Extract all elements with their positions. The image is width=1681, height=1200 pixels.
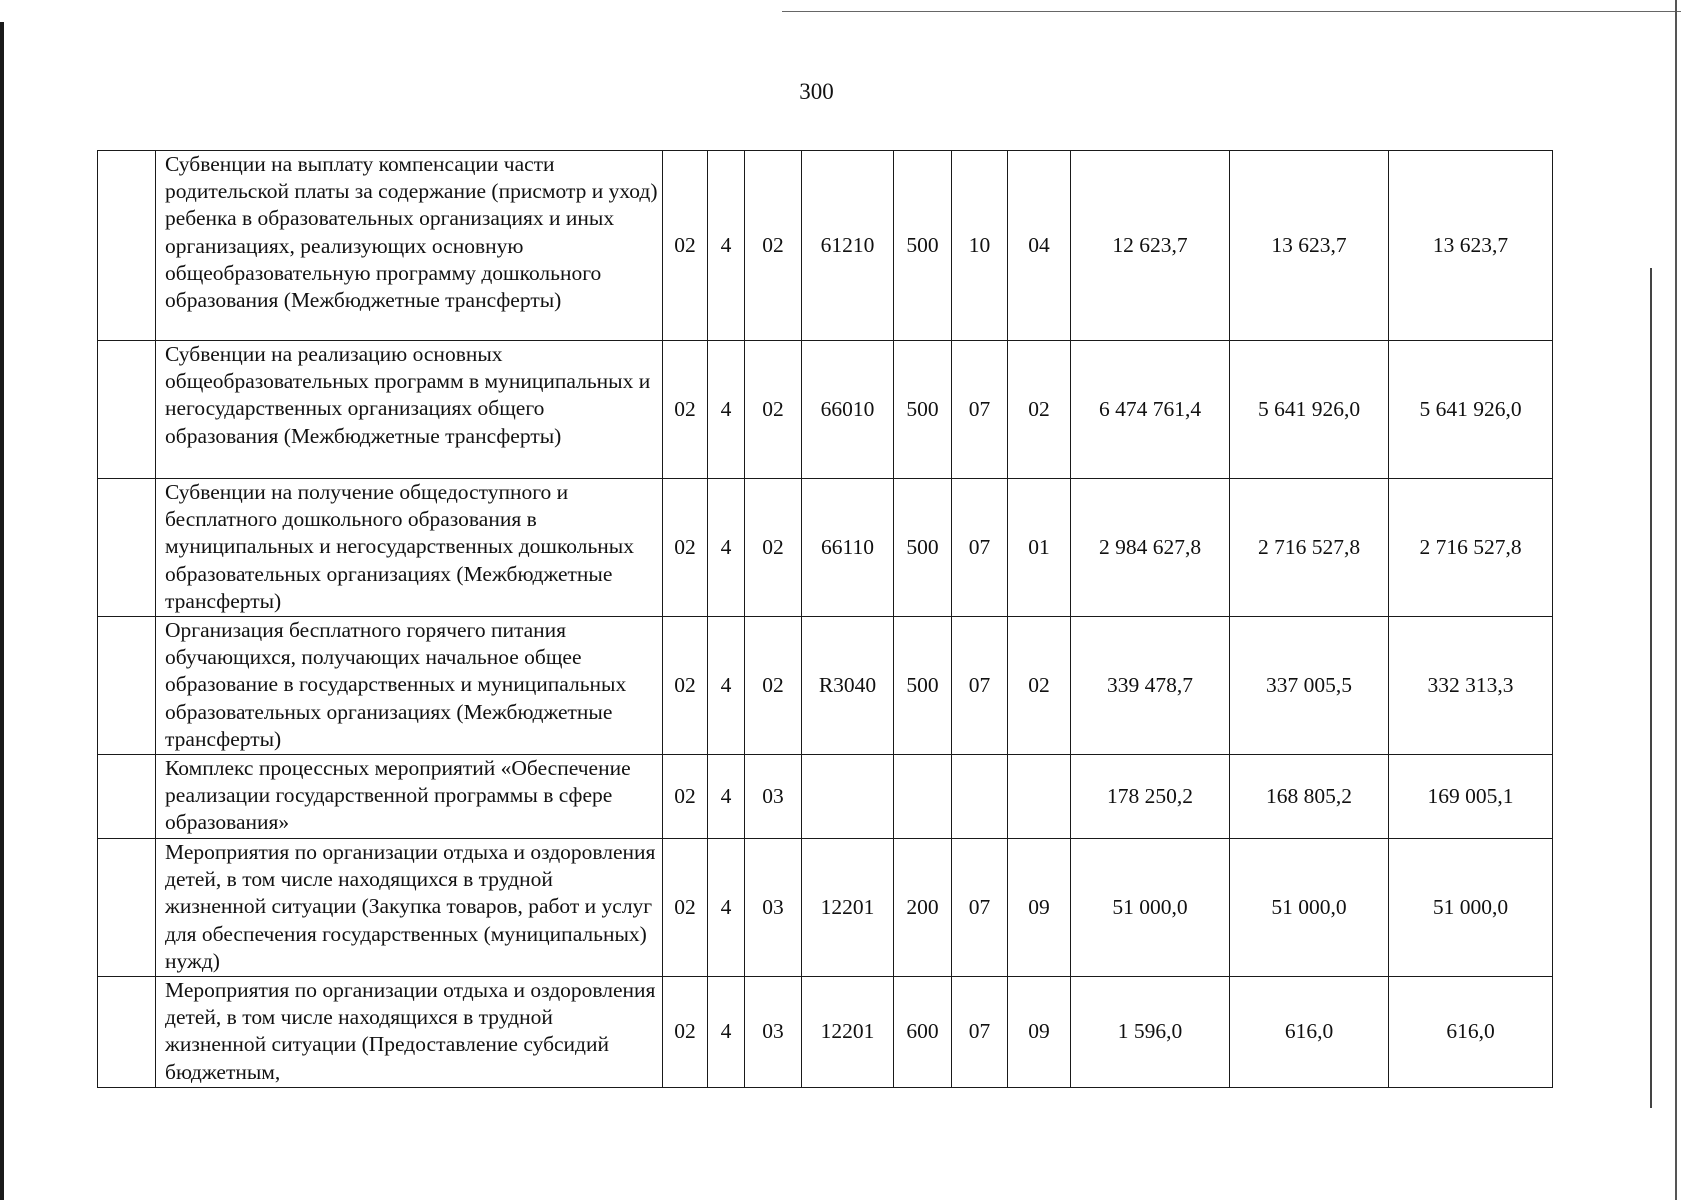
- row-amount-year-2: 337 005,5: [1230, 617, 1389, 755]
- table-row: [98, 755, 1553, 839]
- row-code-subprogram: 03: [745, 977, 802, 1088]
- row-code-direction: 66010: [802, 341, 894, 479]
- row-code-subprogram: 02: [745, 617, 802, 755]
- row-code-subsection: 02: [1008, 341, 1071, 479]
- row-code-type: 4: [708, 755, 745, 839]
- table-row: [98, 617, 1553, 755]
- row-index-cell: [98, 341, 156, 479]
- row-code-expense-type: [894, 755, 952, 839]
- row-code-type: 4: [708, 977, 745, 1088]
- row-code-direction: [802, 755, 894, 839]
- scan-margin-line-left: [0, 22, 4, 1200]
- row-code-type: 4: [708, 617, 745, 755]
- row-description: Субвенции на выплату компенсации части родительской платы за содержание (присмотр и уход) ребенка в образовательных организациях и иных организациях, реализующих основную общеобразовательную программу дошкольного образования (Межбюджетные трансферты): [156, 151, 663, 341]
- table-row: [98, 341, 1553, 479]
- row-code-program: 02: [663, 151, 708, 341]
- row-code-section: 10: [952, 151, 1008, 341]
- row-index-cell: [98, 151, 156, 341]
- row-code-program: 02: [663, 755, 708, 839]
- row-code-subprogram: 03: [745, 755, 802, 839]
- row-amount-year-3: 51 000,0: [1389, 839, 1553, 977]
- row-code-section: 07: [952, 977, 1008, 1088]
- row-code-expense-type: 500: [894, 341, 952, 479]
- row-code-direction: 12201: [802, 839, 894, 977]
- row-code-subprogram: 02: [745, 151, 802, 341]
- row-amount-year-2: 2 716 527,8: [1230, 479, 1389, 617]
- budget-table: [97, 150, 1553, 1088]
- table-row: [98, 479, 1553, 617]
- row-code-section: 07: [952, 479, 1008, 617]
- row-amount-year-3: 332 313,3: [1389, 617, 1553, 755]
- row-index-cell: [98, 839, 156, 977]
- row-code-program: 02: [663, 839, 708, 977]
- row-code-direction: 12201: [802, 977, 894, 1088]
- row-code-subprogram: 02: [745, 479, 802, 617]
- row-amount-year-1: 12 623,7: [1071, 151, 1230, 341]
- row-code-subsection: 09: [1008, 977, 1071, 1088]
- table-row: [98, 977, 1553, 1088]
- row-code-expense-type: 200: [894, 839, 952, 977]
- row-code-section: 07: [952, 341, 1008, 479]
- row-code-section: [952, 755, 1008, 839]
- table-row: [98, 151, 1553, 341]
- row-amount-year-2: 13 623,7: [1230, 151, 1389, 341]
- row-index-cell: [98, 479, 156, 617]
- row-code-section: 07: [952, 839, 1008, 977]
- scan-top-rule: [782, 11, 1681, 12]
- budget-table-body: [98, 151, 1553, 1088]
- row-amount-year-2: 5 641 926,0: [1230, 341, 1389, 479]
- row-amount-year-1: 6 474 761,4: [1071, 341, 1230, 479]
- row-amount-year-1: 1 596,0: [1071, 977, 1230, 1088]
- row-code-program: 02: [663, 341, 708, 479]
- row-code-subsection: 02: [1008, 617, 1071, 755]
- row-code-program: 02: [663, 479, 708, 617]
- row-code-type: 4: [708, 479, 745, 617]
- row-amount-year-3: 169 005,1: [1389, 755, 1553, 839]
- row-code-program: 02: [663, 977, 708, 1088]
- row-index-cell: [98, 755, 156, 839]
- row-code-direction: R3040: [802, 617, 894, 755]
- row-description: Мероприятия по организации отдыха и оздоровления детей, в том числе находящихся в трудной жизненной ситуации (Предоставление субсидий бюджетным,: [156, 977, 663, 1088]
- row-code-type: 4: [708, 151, 745, 341]
- row-code-direction: 66110: [802, 479, 894, 617]
- table-row: [98, 839, 1553, 977]
- row-amount-year-3: 5 641 926,0: [1389, 341, 1553, 479]
- row-code-expense-type: 500: [894, 479, 952, 617]
- row-description: Организация бесплатного горячего питания обучающихся, получающих начальное общее образование в государственных и муниципальных образовательных организациях (Межбюджетные трансферты): [156, 617, 663, 755]
- row-amount-year-2: 616,0: [1230, 977, 1389, 1088]
- row-code-type: 4: [708, 341, 745, 479]
- row-code-expense-type: 500: [894, 617, 952, 755]
- row-code-expense-type: 500: [894, 151, 952, 341]
- row-code-subsection: 04: [1008, 151, 1071, 341]
- scan-margin-line-far-right: [1675, 0, 1677, 1200]
- row-amount-year-1: 178 250,2: [1071, 755, 1230, 839]
- row-description: Мероприятия по организации отдыха и оздоровления детей, в том числе находящихся в трудной жизненной ситуации (Закупка товаров, работ и услуг для обеспечения государственных (муниципальных) нужд): [156, 839, 663, 977]
- page-number: 300: [799, 79, 834, 104]
- row-code-expense-type: 600: [894, 977, 952, 1088]
- row-description: Субвенции на получение общедоступного и бесплатного дошкольного образования в муниципальных и негосударственных дошкольных образовательных организациях (Межбюджетные трансферты): [156, 479, 663, 617]
- row-code-direction: 61210: [802, 151, 894, 341]
- row-amount-year-1: 2 984 627,8: [1071, 479, 1230, 617]
- row-description: Субвенции на реализацию основных общеобразовательных программ в муниципальных и негосударственных организациях общего образования (Межбюджетные трансферты): [156, 341, 663, 479]
- row-description: Комплекс процессных мероприятий «Обеспечение реализации государственной программы в сфере образования»: [156, 755, 663, 839]
- row-amount-year-3: 2 716 527,8: [1389, 479, 1553, 617]
- row-code-section: 07: [952, 617, 1008, 755]
- row-code-program: 02: [663, 617, 708, 755]
- row-amount-year-2: 168 805,2: [1230, 755, 1389, 839]
- row-code-type: 4: [708, 839, 745, 977]
- row-code-subsection: 09: [1008, 839, 1071, 977]
- scan-margin-line-right: [1650, 268, 1652, 1108]
- row-amount-year-2: 51 000,0: [1230, 839, 1389, 977]
- row-index-cell: [98, 617, 156, 755]
- row-code-subsection: [1008, 755, 1071, 839]
- row-index-cell: [98, 977, 156, 1088]
- row-amount-year-1: 339 478,7: [1071, 617, 1230, 755]
- row-code-subprogram: 03: [745, 839, 802, 977]
- row-amount-year-3: 13 623,7: [1389, 151, 1553, 341]
- row-code-subprogram: 02: [745, 341, 802, 479]
- row-amount-year-1: 51 000,0: [1071, 839, 1230, 977]
- row-code-subsection: 01: [1008, 479, 1071, 617]
- row-amount-year-3: 616,0: [1389, 977, 1553, 1088]
